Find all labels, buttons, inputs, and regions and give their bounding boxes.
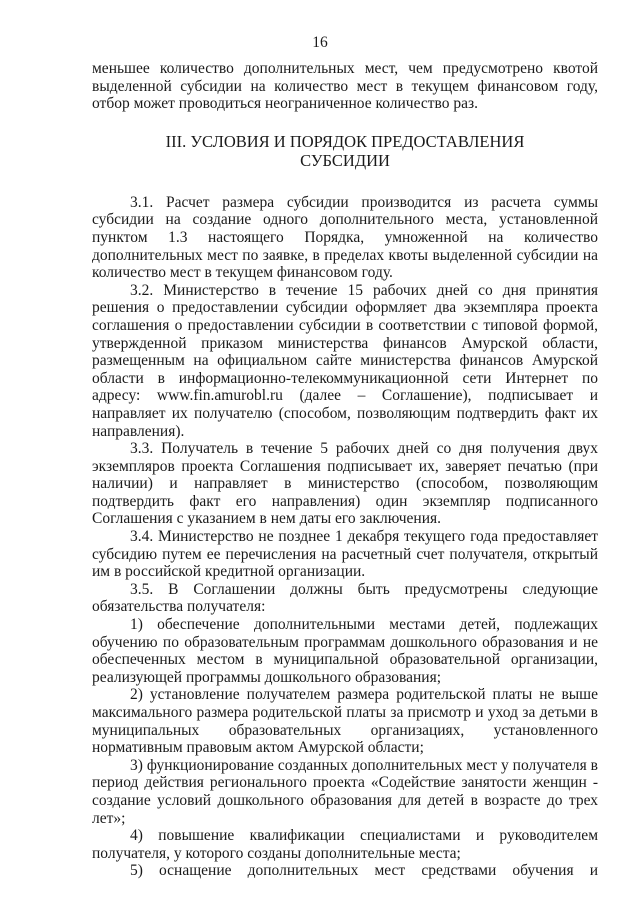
list-item-3: 3) функционирование созданных дополнительных мест у получателя в период действия регионального проекта «Содействие занятости женщин - создание условий дошкольного образования для детей в возрасте до трех лет»; (92, 756, 598, 827)
list-item-5 (92, 862, 598, 880)
section-title-line-2: СУБСИДИИ (300, 150, 390, 170)
paragraph-3-1: 3.1. Расчет размера субсидии производится из расчета суммы субсидии на создание одного дополнительного места, установленной пунктом 1.3 настоящего Порядка, умноженной на количество дополнительных мест по заявке, в пределах квоты выделенной субсидии на количество мест в текущем финансовом году. (92, 193, 598, 282)
paragraph-3-4: 3.4. Министерство не позднее 1 декабря текущего года предоставляет субсидию путем ее перечисления на расчетный счет получателя, открытый им в российской кредитной организации. (92, 528, 598, 581)
section-title-line-1: III. УСЛОВИЯ И ПОРЯДОК ПРЕДОСТАВЛЕНИЯ (165, 131, 525, 151)
section-heading (92, 132, 598, 170)
list-item-4: 4) повышение квалификации специалистами и руководителем получателя, у которого созданы дополнительные места; (92, 827, 598, 862)
list-item-5-text: 5) оснащение дополнительных мест средствами обучения и (130, 862, 598, 880)
paragraph-3-3: 3.3. Получатель в течение 5 рабочих дней со дня получения двух экземпляров проекта Соглашения подписывает их, заверяет печатью (при наличии) и направляет в министерство (способом, позволяющим подтвердить факт его направления) один экземпляр подписанного Соглашения с указанием в нем даты его заключения. (92, 440, 598, 528)
paragraph-3-2: 3.2. Министерство в течение 15 рабочих дней со дня принятия решения о предоставлении субсидии оформляет два экземпляра проекта соглашения о предоставлении субсидии в соответствии с типовой формой, утвержденной приказом министерства финансов Амурской области, размещенным на официальном сайте министерства финансов Амурской области в информационно-телекоммуникационной сети Интернет по адресу: www.fin.amurobl.ru (далее – Соглашение), подписывает и направляет их получателю (способом, позволяющим подтвердить факт их направления). (92, 281, 598, 440)
document-body (92, 60, 598, 880)
list-item-1: 1) обеспечение дополнительными местами детей, подлежащих обучению по образовательным программам дошкольного образования и не обеспеченных местом в муниципальной образовательной организации, реализующей программы дошкольного образования; (92, 616, 598, 686)
page-number: 16 (312, 34, 328, 51)
paragraph-3-5: 3.5. В Соглашении должны быть предусмотрены следующие обязательства получателя: (92, 580, 598, 616)
list-item-2: 2) установление получателем размера родительской платы не выше максимального размера родительской платы за присмотр и уход за детьми в муниципальных образовательных организациях, установленного нормативным правовым актом Амурской области; (92, 686, 598, 757)
intro-paragraph: меньшее количество дополнительных мест, чем предусмотрено квотой выделенной субсидии на количество мест в текущем финансовом году, отбор может проводиться неограниченное количество раз. (92, 60, 598, 113)
